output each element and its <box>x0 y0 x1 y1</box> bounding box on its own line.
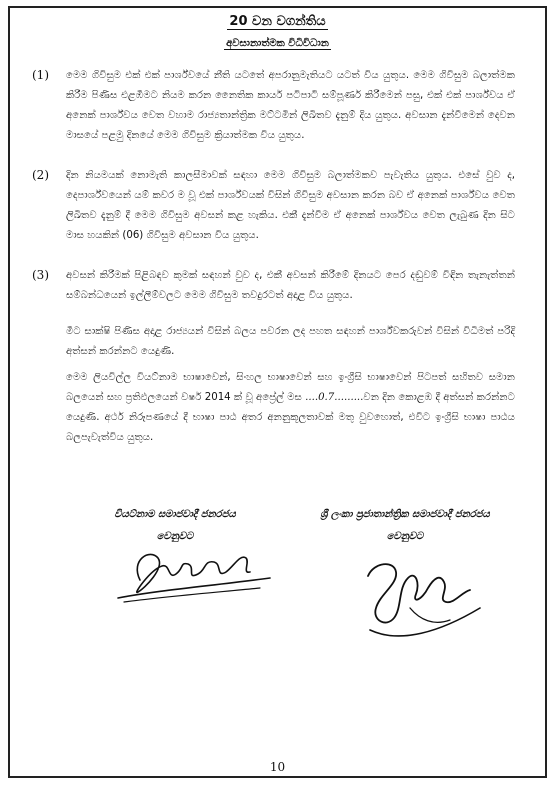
date-fill: ....0.7......... <box>305 392 364 403</box>
page-number: 10 <box>269 760 286 774</box>
clause-number: (3) <box>32 268 49 282</box>
document-page <box>8 6 547 778</box>
witness-paragraph: මීට සාක්ෂි පිණිස අදාළ රාජ්‍යයන් විසින් බලය පවරන ලද පහත සඳහන් පාර්ශ්වකරුවන් විසින් විධිමත් පරිදි අත්සන් කරන්නට යෙදුණි. <box>66 326 515 357</box>
clause-text: මෙම ගිවිසුම එක් එක් පාර්ශ්වයේ නීති යටතේ අපරානුමැතියට යටත් විය යුතුය. මෙම ගිවිසුම බලාත්මක කිරීම පිණිස එළඹීමට නියම කරන නෛතික කාර්ය පටිපාටි සම්පූර්ණ කිරීමෙන් පසු, එක් එක් පාර්ශ්වය ඒ අනෙක් පාර්ශ්වය වෙත වහාම රාජ්‍යතාන්ත්‍රික මට්ටමින් ලිඛිතව දැනුම් දිය යුතුය. අවසාන දැන්වීමෙන් දෙවන මාසයේ පළමු දිනයේ මෙම ගිවිසුම ක්‍රියාත්මක විය යුතුය. <box>66 70 515 141</box>
article-title <box>10 14 545 29</box>
signature-sri-lanka <box>350 548 500 648</box>
article-subtitle-text: අවසානාත්මක විධිවිධාන <box>226 38 329 49</box>
execution-paragraph <box>66 368 515 448</box>
article-title-text: 20 වන වගන්තිය <box>229 14 326 29</box>
signatory-behalf: වෙනුවට <box>156 531 194 542</box>
signature-vietnam <box>110 540 280 610</box>
signatory-sri-lanka <box>290 504 520 548</box>
clause-number: (1) <box>32 68 49 82</box>
clause-number: (2) <box>32 168 49 182</box>
clause-text: දින නියමයක් නොමැති කාලසීමාවක් සඳහා මෙම ගිවිසුම බලාත්මකව පැවැතිය යුතුය. එසේ වුව ද, දෙපාර්ශ්වයෙන් යම් කවර ම වූ එක් පාර්ශ්වයක් විසින් ගිවිසුම අවසාන කරන බව ඒ අනෙක් පාර්ශ්වය වෙත ලිඛිතව දැනුම් දී මෙම ගිවිසුම අවසන් කළ හැකිය. එකී දැන්වීම ඒ අනෙක් පාර්ශ්වය වෙත ලැබුණ දින සිට මාස හයකින් (06) ගිවිසුම අවසාන විය යුතුය. <box>66 170 515 241</box>
execution-line-2: වන දින කොළඹ දී අත්සන් කරන්නට යෙදුණි. අර්ථ නිරූපණයේ දී භාෂා පාඨ අතර අනනුකූලතාවක් මතු වුවහොත්, එවිට ඉංග්‍රීසි භාෂා පාඨය බලපැවැත්විය යුතුය. <box>66 392 515 443</box>
signatory-name: වියට්නාම සමාජවාදී ජනරජය <box>114 509 236 520</box>
signatory-name: ශ්‍රී ලංකා ප්‍රජාතාන්ත්‍රික සමාජවාදී ජනරජය <box>320 509 490 520</box>
clause-text: අවසන් කිරීමක් පිළිබඳව කුමක් සඳහන් වුව ද, එකී අවසන් කිරීමේ දිනයට පෙර දඬුවම් විඳින තැනැත්තන් සම්බන්ධයෙන් ඉල්ලීම්වලට මෙම ගිවිසුම තවදුරටත් අදාළ විය යුතුය. <box>66 270 515 301</box>
execution-line-1: මෙම ලියවිල්ල වියට්නාම භාෂාවෙන්, සිංහල භාෂාවෙන් සහ ඉංග්‍රීසි භාෂාවෙන් පිටපත් සහිතව සමාන බලයෙන් සහ ප්‍රතිඵලයෙන් වර්ෂ 2014 ක් වූ අප්‍රේල් මස <box>66 372 515 403</box>
signatory-behalf: වෙනුවට <box>386 531 424 542</box>
article-subtitle <box>10 38 545 49</box>
